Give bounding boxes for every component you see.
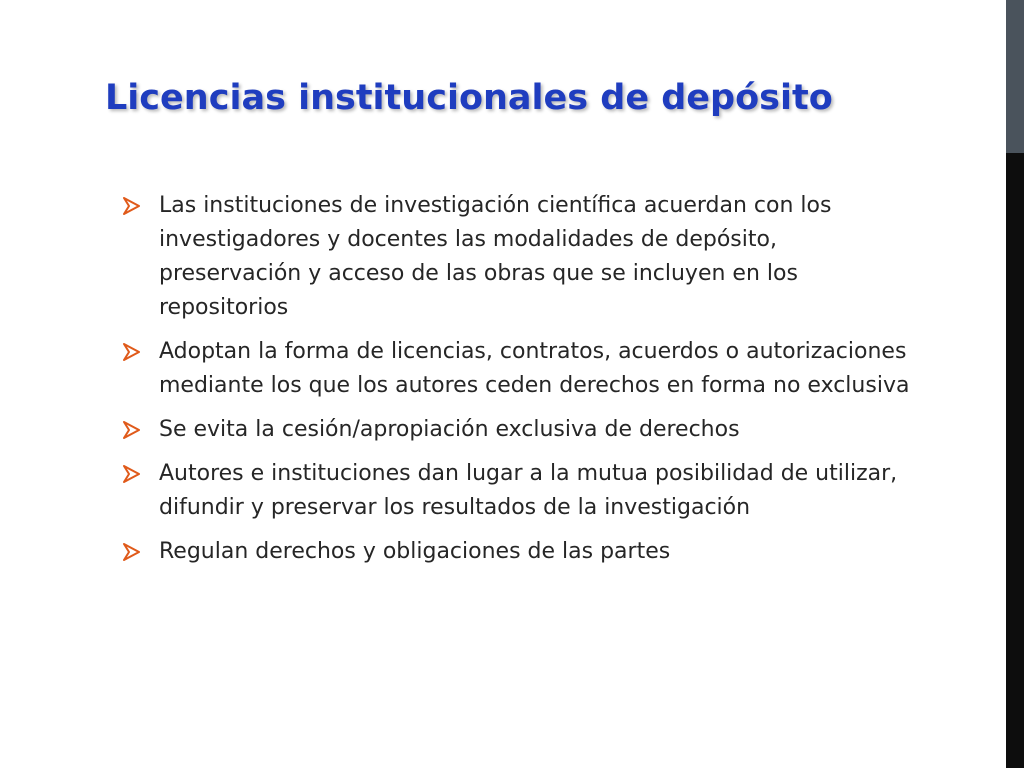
bullet-item <box>122 457 922 525</box>
side-accent-bar-bottom <box>1006 153 1024 768</box>
bullet-text: Las instituciones de investigación científica acuerdan con los investigadores y docentes las modalidades de depósito, preservación y acceso de las obras que se incluyen en los repositorios <box>159 193 832 320</box>
side-accent-bar <box>1006 0 1024 768</box>
bullet-list <box>122 189 922 579</box>
arrowhead-bullet-icon <box>122 464 142 484</box>
arrowhead-bullet-icon <box>122 542 142 562</box>
bullet-text: Regulan derechos y obligaciones de las partes <box>159 539 671 564</box>
arrowhead-bullet-icon <box>122 342 142 362</box>
bullet-text: Se evita la cesión/apropiación exclusiva de derechos <box>159 417 740 442</box>
side-accent-bar-top <box>1006 0 1024 153</box>
slide-title: Licencias institucionales de depósito <box>105 78 833 118</box>
arrowhead-bullet-icon <box>122 196 142 216</box>
bullet-text: Adoptan la forma de licencias, contratos, acuerdos o autorizaciones mediante los que los autores ceden derechos en forma no exclusiva <box>159 339 910 398</box>
arrowhead-bullet-icon <box>122 420 142 440</box>
bullet-item <box>122 535 922 569</box>
bullet-text: Autores e instituciones dan lugar a la mutua posibilidad de utilizar, difundir y preservar los resultados de la investigación <box>159 461 898 520</box>
bullet-item <box>122 413 922 447</box>
bullet-item <box>122 335 922 403</box>
bullet-item <box>122 189 922 325</box>
